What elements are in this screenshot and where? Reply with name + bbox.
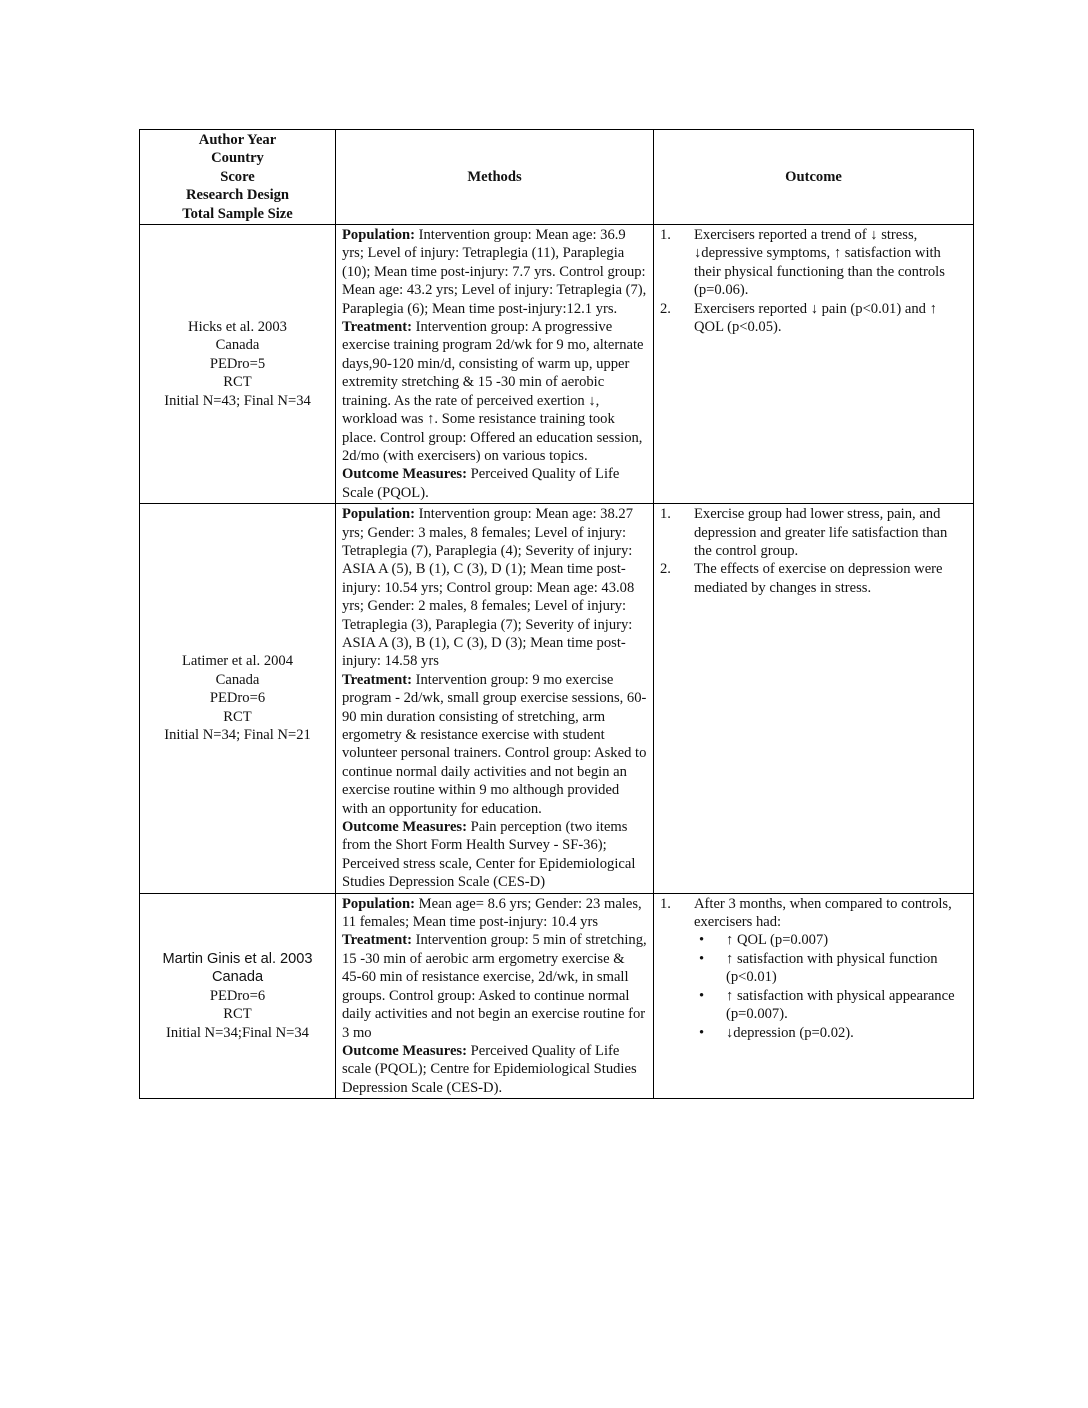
bullet-item [694, 950, 967, 987]
header-line: Author Year [198, 132, 277, 148]
section-text: Perceived Quality of Life scale (PQOL); Centre for Epidemiological Studies Depression Scale (CES-D). [342, 1042, 637, 1096]
outcome-text: After 3 months, when compared to controls, exercisers had: [694, 895, 952, 931]
outcome-number: 2. [660, 561, 671, 578]
outcome-item [660, 505, 967, 560]
study-design: RCT [223, 374, 252, 391]
study-author: Latimer et al. 2004 [181, 653, 294, 670]
study-sample-size: Initial N=43; Final N=34 [164, 392, 311, 409]
study-country: Canada [211, 969, 264, 986]
study-cell [140, 893, 336, 1098]
methods-population [342, 895, 647, 932]
section-text: Intervention group: 5 min of stretching, 15 -30 min of aerobic arm ergometry exercise & 45-60 min of resistance exercise, 2d/wk, in small groups. Control group: Asked to continue normal daily activities and not begin an exercise routine for 3 mo [342, 932, 647, 1041]
outcome-item [660, 895, 967, 1042]
outcome-text: Exercisers reported a trend of ↓ stress, ↓depressive symptoms, ↑ satisfaction with their physical functioning than the controls (p=0.06). [694, 227, 945, 299]
bullet-text: ↑ satisfaction with physical function (p<0.01) [726, 950, 938, 986]
outcome-item [660, 560, 967, 597]
study-author: Martin Ginis et al. 2003 [162, 950, 313, 967]
section-label: Outcome Measures: [342, 819, 467, 836]
bullet-glyph: • [699, 987, 705, 1004]
section-label: Treatment: [342, 319, 412, 336]
header-line: Research Design [185, 187, 290, 204]
section-text: Intervention group: Mean age: 38.27 yrs; Gender: 3 males, 8 females; Level of injury: Tetraplegia (7), Paraplegia (4); Severity of injury: ASIA A (5), B (1), C (3), D (1); Mean time post-injury: 10.54 yrs; Control group: Mean age: 43.08 yrs; Gender: 2 males, 8 females; Level of injury: Tetraplegia (3), Paraplegia (7); Severity of injury: ASIA A (3), B (1), C (3), D (3); Mean time post-injury: 14.58 yrs [342, 506, 635, 670]
header-methods-col: Methods [336, 130, 654, 225]
study-country: Canada [215, 337, 260, 354]
methods-population [342, 505, 647, 671]
study-design: RCT [223, 708, 252, 725]
outcome-cell [654, 225, 974, 504]
section-label: Treatment: [342, 671, 412, 688]
section-text: Pain perception (two items from the Short Form Health Survey - SF-36); Perceived stress scale, Center for Epidemiological Studies Depression Scale (CES-D) [342, 819, 636, 891]
table-row [140, 504, 974, 894]
study-country: Canada [215, 671, 260, 688]
evidence-table [139, 129, 974, 1099]
section-label: Population: [342, 895, 415, 912]
outcome-text: Exercisers reported ↓ pain (p<0.01) and ↑ QOL (p<0.05). [694, 300, 937, 336]
section-label: Population: [342, 506, 415, 523]
outcome-number: 1. [660, 506, 671, 523]
table-row [140, 893, 974, 1098]
header-line: Total Sample Size [182, 205, 293, 222]
study-design: RCT [223, 1006, 252, 1023]
outcome-list [660, 895, 967, 1042]
section-text: Mean age= 8.6 yrs; Gender: 23 males, 11 females; Mean time post-injury: 10.4 yrs [342, 895, 642, 931]
study-score: PEDro=6 [209, 690, 266, 707]
bullet-glyph: • [699, 1024, 705, 1041]
outcome-number: 2. [660, 300, 671, 317]
table-row [140, 225, 974, 504]
outcome-text: The effects of exercise on depression were mediated by changes in stress. [694, 561, 943, 596]
bullet-glyph: • [699, 932, 705, 949]
header-line: Country [211, 150, 264, 167]
bullet-glyph: • [699, 950, 705, 967]
methods-cell [336, 893, 654, 1098]
bullet-text: ↑ QOL (p=0.007) [726, 932, 829, 949]
outcome-cell [654, 504, 974, 894]
study-sample-size: Initial N=34; Final N=21 [164, 727, 311, 743]
outcome-text: Exercise group had lower stress, pain, and depression and greater life satisfaction than the control group. [694, 506, 948, 559]
section-label: Treatment: [342, 932, 412, 949]
methods-outcome-measures [342, 1042, 647, 1097]
section-text: Intervention group: Mean age: 36.9 yrs; Level of injury: Tetraplegia (11), Paraplegia (10); Mean time post-injury: 7.7 yrs. Control group: Mean age: 43.2 yrs; Level of injury: Tetraplegia (7), Paraplegia (6); Mean time post-injury:12.1 yrs. [342, 227, 647, 317]
methods-outcome-measures [342, 465, 647, 502]
bullet-text: ↓depression (p=0.02). [726, 1024, 854, 1041]
methods-population [342, 226, 647, 318]
methods-outcome-measures [342, 818, 647, 892]
study-sample-size: Initial N=34;Final N=34 [166, 1024, 309, 1041]
methods-cell [336, 225, 654, 504]
bullet-item [694, 931, 967, 949]
section-label: Outcome Measures: [342, 466, 467, 483]
bullet-item [694, 1024, 967, 1042]
section-label: Population: [342, 227, 415, 244]
header-outcome-col: Outcome [654, 130, 974, 225]
section-text: Perceived Quality of Life Scale (PQOL). [342, 466, 620, 501]
methods-cell [336, 504, 654, 894]
outcome-cell [654, 893, 974, 1098]
study-score: PEDro=6 [209, 987, 266, 1004]
bullet-item [694, 987, 967, 1024]
outcome-list [660, 226, 967, 336]
section-text: Intervention group: A progressive exercise training program 2d/wk for 9 mo, alternate days,90-120 min/d, consisting of warm up, upper extremity stretching & 15 -30 min of aerobic training. As the rate of perceived exertion ↓, workload was ↑. Some resistance training took place. Control group: Offered an education session, 2d/mo (with exercisers) on various topics. [342, 319, 644, 464]
study-author: Hicks et al. 2003 [188, 319, 287, 336]
section-label: Outcome Measures: [342, 1042, 467, 1059]
header-row [140, 130, 974, 225]
bullet-text: ↑ satisfaction with physical appearance (p=0.007). [726, 987, 955, 1023]
header-line: Score [220, 168, 255, 185]
methods-treatment [342, 671, 647, 818]
study-cell [140, 225, 336, 504]
outcome-number: 1. [660, 895, 671, 912]
study-cell [140, 504, 336, 894]
outcome-item [660, 226, 967, 300]
section-text: Intervention group: 9 mo exercise program - 2d/wk, small group exercise sessions, 60-90 min duration consisting of stretching, arm ergometry & resistance exercise with student volunteer personal trainers. Control group: Asked to continue normal daily activities and not begin an exercise routine within 9 mo although provided with an opportunity for education. [342, 671, 647, 817]
outcome-bullet-list [694, 931, 967, 1041]
methods-treatment [342, 931, 647, 1041]
outcome-number: 1. [660, 227, 671, 244]
header-author-col [140, 130, 336, 225]
methods-treatment [342, 318, 647, 465]
study-score: PEDro=5 [209, 355, 266, 372]
outcome-item [660, 300, 967, 337]
outcome-list [660, 505, 967, 597]
